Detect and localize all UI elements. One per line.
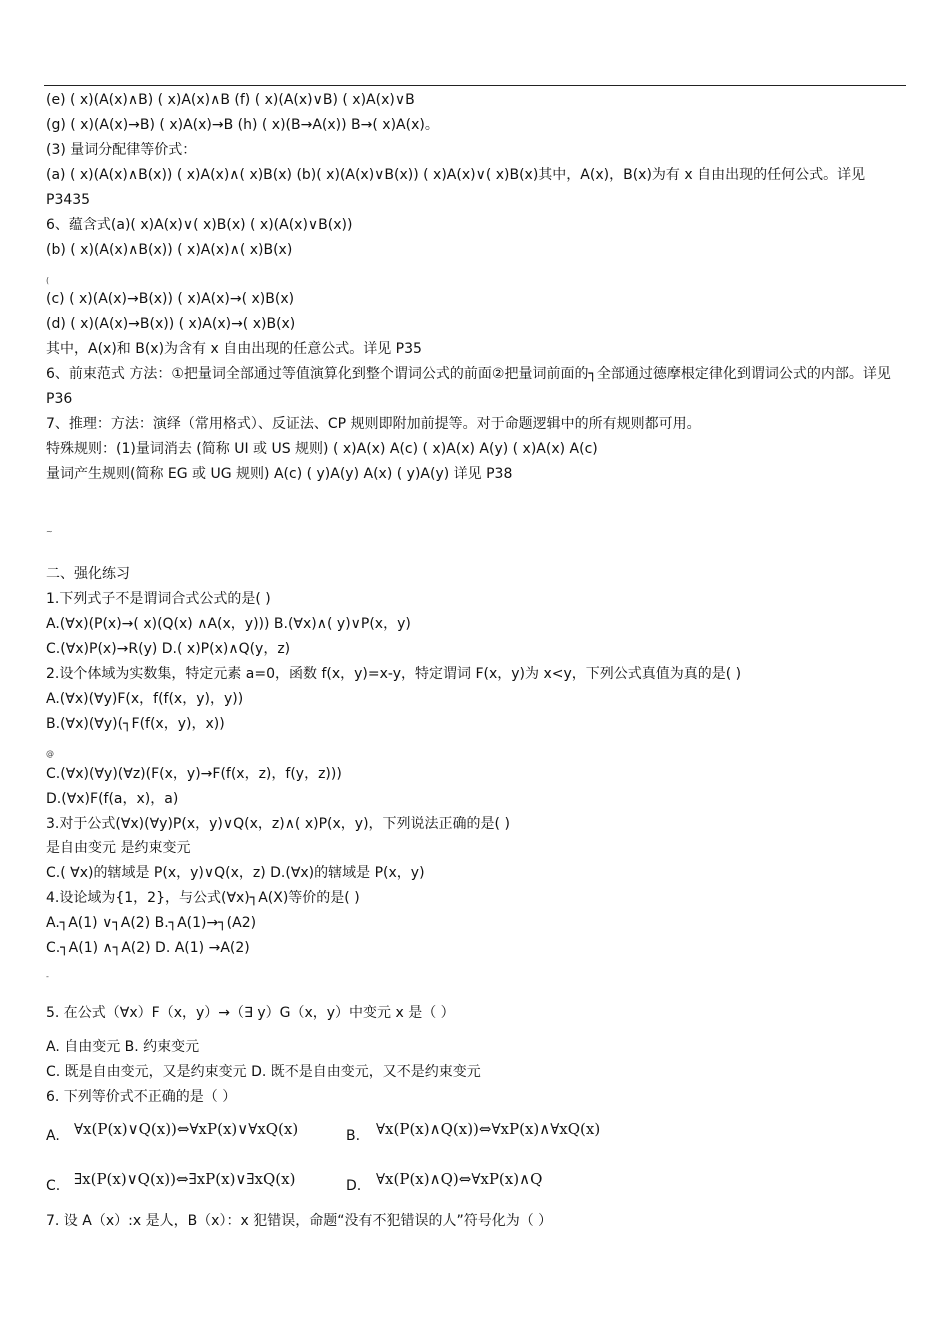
question-4-options-ab: A.┐A(1) ∨┐A(2) B.┐A(1)→┐(A2) <box>46 915 257 931</box>
section-title: 二、强化练习 <box>46 566 130 582</box>
question-6: 6. 下列等价式不正确的是（ ） <box>46 1089 237 1105</box>
stray-mark: ~ <box>46 527 53 536</box>
question-2: 2.设个体域为实数集，特定元素 a=0，函数 f(x，y)=x-y，特定谓词 F(x，y)为 x<y，下列公式真值为真的是( ) <box>46 666 742 682</box>
text-paragraph: 6、前束范式 方法：①把量词全部通过等值演算化到整个谓词公式的前面②把量词前面的┐全部通过德摩根定律化到谓词公式的内部。详见 P36 <box>46 366 891 407</box>
option-label-c: C. <box>46 1178 61 1194</box>
text-line: 特殊规则：(1)量词消去 (简称 UI 或 US 规则) ( x)A(x) A(c) ( x)A(x) A(y) ( x)A(x) A(c) <box>46 441 598 457</box>
header-rule <box>44 85 906 86</box>
stray-mark: @ <box>46 749 54 758</box>
question-5: 5. 在公式（∀x）F（x，y）→（∃ y）G（x，y）中变元 x 是（ ） <box>46 1005 455 1021</box>
text-line: 其中，A(x)和 B(x)为含有 x 自由出现的任意公式。详见 P35 <box>46 341 422 357</box>
text-line: 6、蕴含式(a)( x)A(x)∨( x)B(x) ( x)(A(x)∨B(x)) <box>46 217 353 233</box>
option-formula-d: ∀x(P(x)∧Q)⇔∀xP(x)∧Q <box>376 1170 543 1188</box>
question-1: 1.下列式子不是谓词合式公式的是( ) <box>46 591 271 607</box>
question-2-option-b: B.(∀x)(∀y)(┐F(f(x，y)，x)) <box>46 716 225 732</box>
stray-mark: - <box>46 972 49 981</box>
question-2-option-c: C.(∀x)(∀y)(∀z)(F(x，y)→F(f(x，z)，f(y，z))) <box>46 766 342 782</box>
question-6-options-cd <box>46 1170 906 1200</box>
text-line: 量词产生规则(简称 EG 或 UG 规则) A(c) ( y)A(y) A(x) ( y)A(y) 详见 P38 <box>46 466 513 482</box>
option-label-a: A. <box>46 1128 60 1144</box>
option-label-b: B. <box>346 1128 361 1144</box>
option-formula-a: ∀x(P(x)∨Q(x))⇔∀xP(x)∨∀xQ(x) <box>74 1120 299 1138</box>
option-formula-b: ∀x(P(x)∧Q(x))⇔∀xP(x)∧∀xQ(x) <box>376 1120 601 1138</box>
question-4: 4.设论域为{1，2}，与公式(∀x)┐A(X)等价的是( ) <box>46 890 360 906</box>
text-line: (3) 量词分配律等价式： <box>46 142 197 158</box>
text-line: (g) ( x)(A(x)→B) ( x)A(x)→B (h) ( x)(B→A(x)) B→( x)A(x)。 <box>46 117 439 133</box>
question-1-options-ab: A.(∀x)(P(x)→( x)(Q(x) ∧A(x，y))) B.(∀x)∧( y)∨P(x，y) <box>46 616 411 632</box>
question-5-options-cd: C. 既是自由变元，又是约束变元 D. 既不是自由变元，又不是约束变元 <box>46 1064 481 1080</box>
option-formula-c: ∃x(P(x)∨Q(x))⇔∃xP(x)∨∃xQ(x) <box>74 1170 296 1188</box>
text-line: (b) ( x)(A(x)∧B(x)) ( x)A(x)∧( x)B(x) <box>46 242 293 258</box>
stray-mark: ( <box>46 276 50 285</box>
question-3-options-cd: C.( ∀x)的辖域是 P(x，y)∨Q(x，z) D.(∀x)的辖域是 P(x，y) <box>46 865 425 881</box>
question-7: 7. 设 A（x）:x 是人，B（x）：x 犯错误，命题“没有不犯错误的人”符号化为（ ） <box>46 1213 553 1229</box>
text-line: (c) ( x)(A(x)→B(x)) ( x)A(x)→( x)B(x) <box>46 291 295 307</box>
question-4-options-cd: C.┐A(1) ∧┐A(2) D. A(1) →A(2) <box>46 940 250 956</box>
text-line: (e) ( x)(A(x)∧B) ( x)A(x)∧B (f) ( x)(A(x)∨B) ( x)A(x)∨B <box>46 92 415 108</box>
text-line: 7、推理：方法：演绎（常用格式）、反证法、CP 规则即附加前提等。对于命题逻辑中的所有规则都可用。 <box>46 416 701 432</box>
text-line: (d) ( x)(A(x)→B(x)) ( x)A(x)→( x)B(x) <box>46 316 296 332</box>
question-1-options-cd: C.(∀x)P(x)→R(y) D.( x)P(x)∧Q(y，z) <box>46 641 291 657</box>
question-2-option-a: A.(∀x)(∀y)F(x，f(f(x，y)，y)) <box>46 691 244 707</box>
question-2-option-d: D.(∀x)F(f(a，x)，a) <box>46 791 179 807</box>
question-5-options-ab: A. 自由变元 B. 约束变元 <box>46 1039 200 1055</box>
question-3-options-ab: 是自由变元 是约束变元 <box>46 840 191 856</box>
question-3: 3.对于公式(∀x)(∀y)P(x，y)∨Q(x，z)∧( x)P(x，y)，下列说法正确的是( ) <box>46 816 510 832</box>
question-6-options-ab <box>46 1120 906 1150</box>
option-label-d: D. <box>346 1178 362 1194</box>
text-paragraph: (a) ( x)(A(x)∧B(x)) ( x)A(x)∧( x)B(x) (b)( x)(A(x)∨B(x)) ( x)A(x)∨( x)B(x)其中，A(x)，B(x)为有 x 自由出现的任何公式。详见 P3435 <box>46 167 866 208</box>
